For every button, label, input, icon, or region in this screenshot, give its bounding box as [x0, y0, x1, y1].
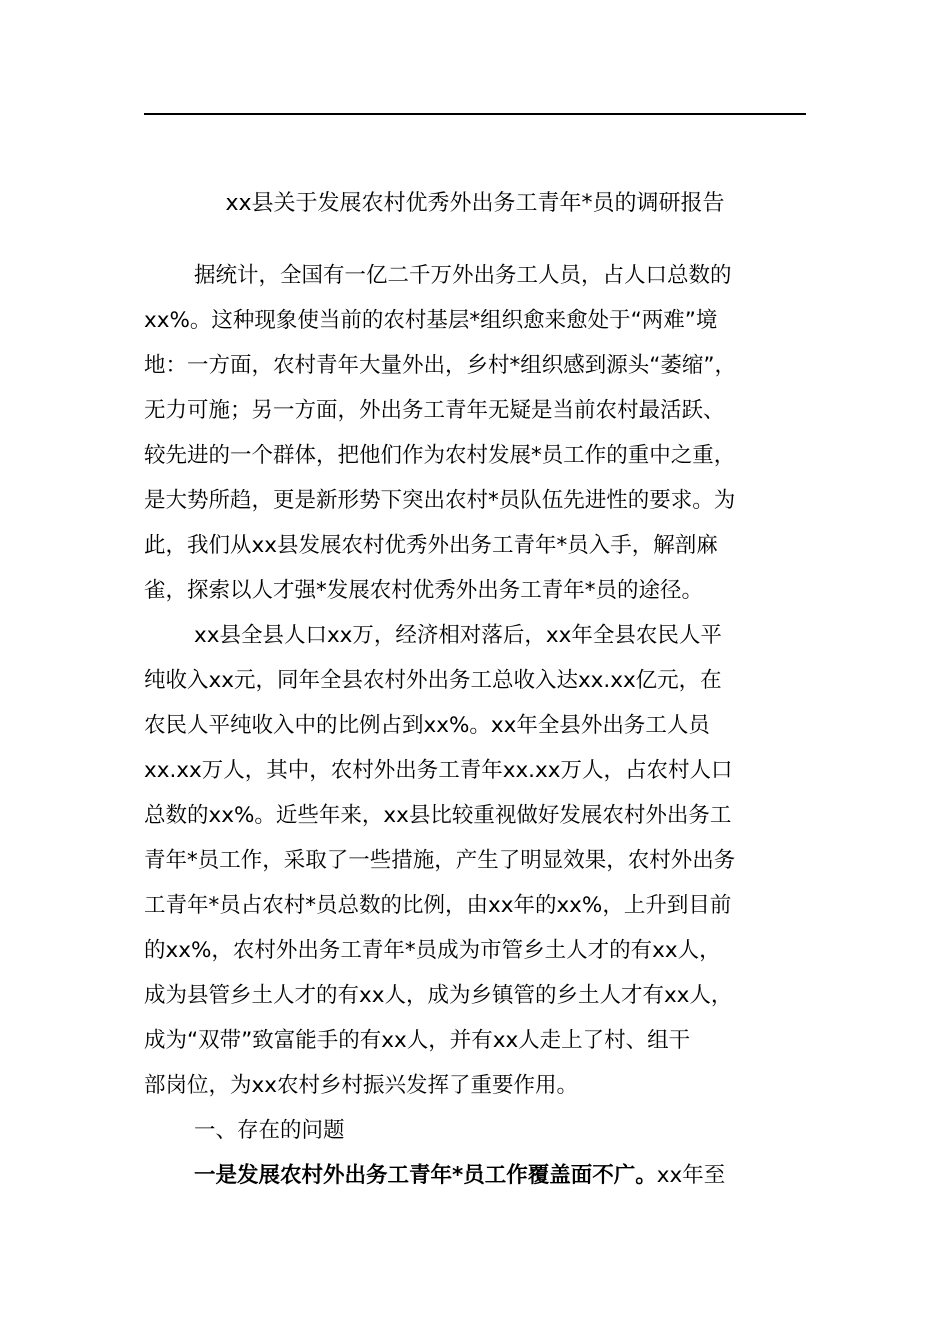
point-1-line [144, 1153, 806, 1198]
section-heading: 一、存在的问题 [194, 1118, 345, 1143]
point-1-bold-lead: 一是发展农村外出务工青年*员工作覆盖面不广。 [194, 1163, 657, 1188]
paragraph-1-line: 雀，探索以人才强*发展农村优秀外出务工青年*员的途径。 [144, 578, 704, 603]
paragraph-1-line: 此，我们从xx县发展农村优秀外出务工青年*员入手，解剖麻 [144, 533, 718, 558]
paragraph-2-line: 成为“双带”致富能手的有xx人，并有xx人走上了村、组干 [144, 1028, 691, 1053]
paragraph-2-line: 部岗位，为xx农村乡村振兴发挥了重要作用。 [144, 1073, 578, 1098]
paragraph-2-line: 成为县管乡土人才的有xx人，成为乡镇管的乡土人才有xx人， [144, 983, 733, 1008]
point-1-rest: xx年至 [656, 1163, 726, 1188]
paragraph-1-line: 地：一方面，农村青年大量外出，乡村*组织感到源头“萎缩”， [144, 353, 737, 378]
paragraph-2-line: 农民人平纯收入中的比例占到xx%。xx年全县外出务工人员 [144, 713, 710, 738]
document-body [144, 253, 806, 1198]
paragraph-2-line: xx县全县人口xx万，经济相对落后，xx年全县农民人平 [194, 623, 722, 648]
paragraph-2-line: 工青年*员占农村*员总数的比例，由xx年的xx%，上升到目前 [144, 893, 732, 918]
paragraph-1-line: 是大势所趋，更是新形势下突出农村*员队伍先进性的要求。为 [144, 488, 736, 513]
paragraph-2-line: 青年*员工作，采取了一些措施，产生了明显效果，农村外出务 [144, 848, 736, 873]
paragraph-1-line: 据统计，全国有一亿二千万外出务工人员，占人口总数的 [194, 263, 732, 288]
paragraph-2-line: 的xx%，农村外出务工青年*员成为市管乡土人才的有xx人， [144, 938, 721, 963]
paragraph-1-line: 较先进的一个群体，把他们作为农村发展*员工作的重中之重， [144, 443, 736, 468]
document-title: xx县关于发展农村优秀外出务工青年*员的调研报告 [225, 191, 725, 216]
paragraph-1-line: 无力可施；另一方面，外出务工青年无疑是当前农村最活跃、 [144, 398, 725, 423]
header-rule [144, 113, 806, 115]
paragraph-2-line: xx.xx万人，其中，农村外出务工青年xx.xx万人，占农村人口 [144, 758, 733, 783]
paragraph-2-line: 纯收入xx元，同年全县农村外出务工总收入达xx.xx亿元，在 [144, 668, 722, 693]
paragraph-2-line: 总数的xx%。近些年来，xx县比较重视做好发展农村外出务工 [144, 803, 732, 828]
paragraph-1-line: xx%。这种现象使当前的农村基层*组织愈来愈处于“两难”境 [144, 308, 718, 333]
